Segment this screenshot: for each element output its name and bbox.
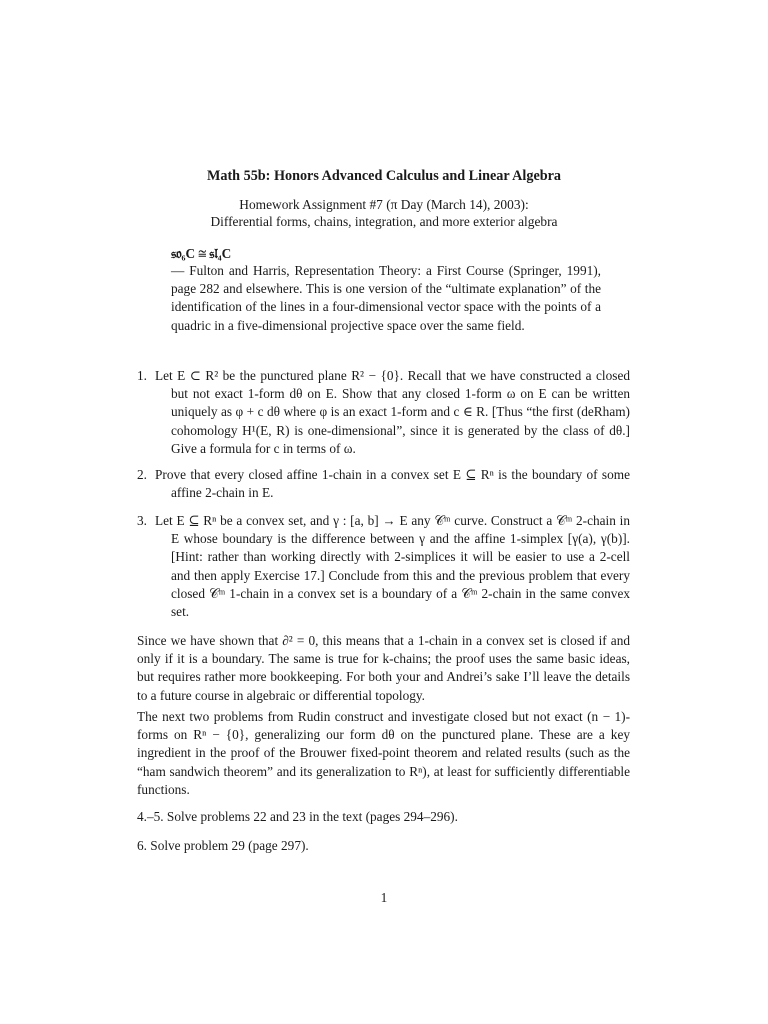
page-title: Math 55b: Honors Advanced Calculus and Linear Algebra [206, 168, 562, 184]
problem-6: 6. Solve problem 29 (page 297). [137, 838, 309, 853]
problem-1 [137, 367, 630, 458]
problem-number: 3. [137, 513, 147, 528]
page-number: 1 [380, 890, 388, 905]
problem-3 [137, 512, 630, 621]
problem-4-5: 4.–5. Solve problems 22 and 23 in the text (pages 294–296). [137, 809, 458, 824]
paragraph-rudin-intro: The next two problems from Rudin construct and investigate closed but not exact (n − 1)-forms on Rⁿ − {0}, generalizing our form dθ on the punctured plane. These are a key ingredient in the proof of the Brouwer fixed-point theorem and related results (such as the “ham sandwich theorem” and its generalization to Rⁿ), at least for sufficiently differentiable functions. [137, 709, 630, 797]
assignment-topics: Differential forms, chains, integration, and more exterior algebra [210, 214, 558, 229]
problem-2 [137, 466, 630, 502]
problem-text: Let E ⊆ Rⁿ be a convex set, and γ : [a, b] → E any 𝒞ᵐ curve. Construct a 𝒞ᵐ 2-chain in E whose boundary is the difference between γ and the affine 1-simplex [γ(a), γ(b)]. [Hint: rather than working directly with 2-simplices it will be easier to use a 2-cell and then apply Exercise 17.] Conclude from this and the previous problem that every closed 𝒞ᵐ 1-chain in a convex set is a boundary of a 𝒞ᵐ 2-chain in the same convex set. [155, 513, 630, 620]
problem-number: 2. [137, 467, 147, 482]
assignment-subtitle: Homework Assignment #7 (π Day (March 14), 2003): [239, 197, 529, 212]
problem-number: 1. [137, 368, 147, 383]
problem-text: Let E ⊂ R² be the punctured plane R² − {0}. Recall that we have constructed a closed but not exact 1-form dθ on E. Show that any closed 1-form ω on E can be written uniquely as φ + c dθ where φ is an exact 1-form and c ∈ R. [Thus “the first (deRham) cohomology H¹(E, R) is one-dimensional”, since it is generated by the class of dθ.] Give a formula for c in terms of ω. [155, 368, 630, 456]
epigraph-formula: 𝔰𝔬₆C ≅ 𝔰𝔩₄C [171, 246, 232, 261]
epigraph-attribution: — Fulton and Harris, Representation Theory: a First Course (Springer, 1991), page 282 and elsewhere. This is one version of the “ultimate explanation” of the identification of the lines in a four-dimensional vector space with the points of a quadric in a five-dimensional projective space over the same field. [171, 263, 601, 333]
problem-text: Prove that every closed affine 1-chain in a convex set E ⊆ Rⁿ is the boundary of some affine 2-chain in E. [155, 467, 630, 501]
paragraph-boundary-note: Since we have shown that ∂² = 0, this means that a 1-chain in a convex set is closed if and only if it is a boundary. The same is true for k-chains; the proof uses the same basic ideas, but requires rather more bookkeeping. For both your and Andrei’s sake I’ll leave the details to a future course in algebraic or differential topology. [137, 633, 630, 703]
